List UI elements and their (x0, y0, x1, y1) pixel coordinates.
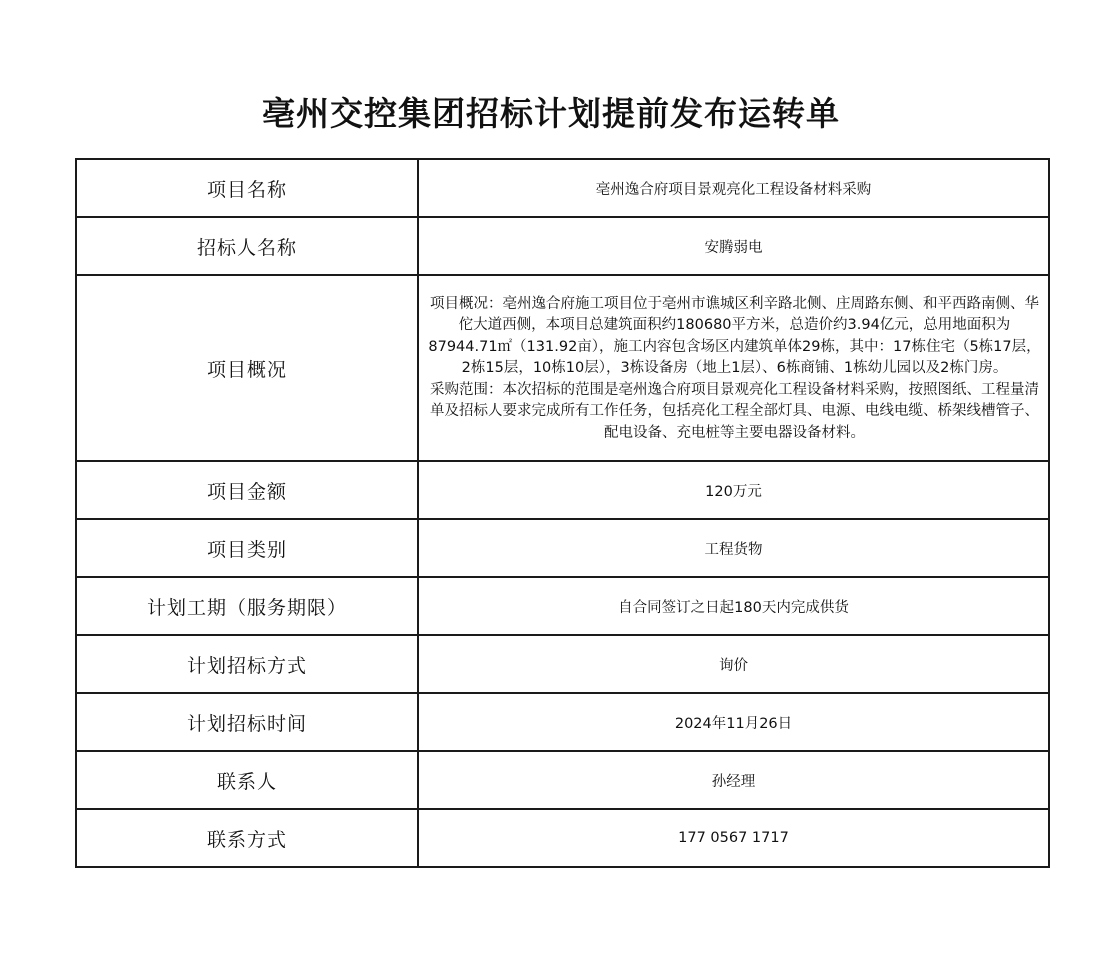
overview-paragraph: 项目概况：亳州逸合府施工项目位于亳州市谯城区利辛路北侧、庄周路东侧、和平西路南侧、华佗大道西侧，本项目总建筑面积约180680平方米，总造价约3.94亿元，总用地面积为87944.71㎡（131.92亩），施工内容包含场区内建筑单体29栋，其中：17栋住宅（5栋17层，2栋15层，10栋10层），3栋设备房（地上1层）、6栋商铺、1栋幼儿园以及2栋门房。 (428, 295, 1041, 377)
value-phone: 177 0567 1717 (418, 809, 1049, 867)
value-amount: 120万元 (418, 461, 1049, 519)
value-tenderer: 安腾弱电 (418, 217, 1049, 275)
document-title: 亳州交控集团招标计划提前发布运转单 (262, 94, 840, 133)
label-duration: 计划工期（服务期限） (76, 577, 418, 635)
row-tenderer (76, 217, 1049, 275)
plan-table (75, 158, 1050, 868)
value-overview (418, 275, 1049, 461)
label-phone: 联系方式 (76, 809, 418, 867)
label-method: 计划招标方式 (76, 635, 418, 693)
value-time: 2024年11月26日 (418, 693, 1049, 751)
label-amount: 项目金额 (76, 461, 418, 519)
value-duration: 自合同签订之日起180天内完成供货 (418, 577, 1049, 635)
row-method (76, 635, 1049, 693)
value-method: 询价 (418, 635, 1049, 693)
label-overview: 项目概况 (76, 275, 418, 461)
row-category (76, 519, 1049, 577)
row-amount (76, 461, 1049, 519)
row-time (76, 693, 1049, 751)
label-project-name: 项目名称 (76, 159, 418, 217)
label-category: 项目类别 (76, 519, 418, 577)
label-tenderer: 招标人名称 (76, 217, 418, 275)
scope-paragraph: 采购范围：本次招标的范围是亳州逸合府项目景观亮化工程设备材料采购，按照图纸、工程量清单及招标人要求完成所有工作任务，包括亮化工程全部灯具、电源、电线电缆、桥架线槽管子、配电设备、充电桩等主要电器设备材料。 (430, 381, 1039, 441)
row-phone (76, 809, 1049, 867)
value-contact: 孙经理 (418, 751, 1049, 809)
label-time: 计划招标时间 (76, 693, 418, 751)
row-project-name (76, 159, 1049, 217)
label-contact: 联系人 (76, 751, 418, 809)
row-duration (76, 577, 1049, 635)
value-category: 工程货物 (418, 519, 1049, 577)
row-contact (76, 751, 1049, 809)
value-project-name: 亳州逸合府项目景观亮化工程设备材料采购 (418, 159, 1049, 217)
row-overview (76, 275, 1049, 461)
